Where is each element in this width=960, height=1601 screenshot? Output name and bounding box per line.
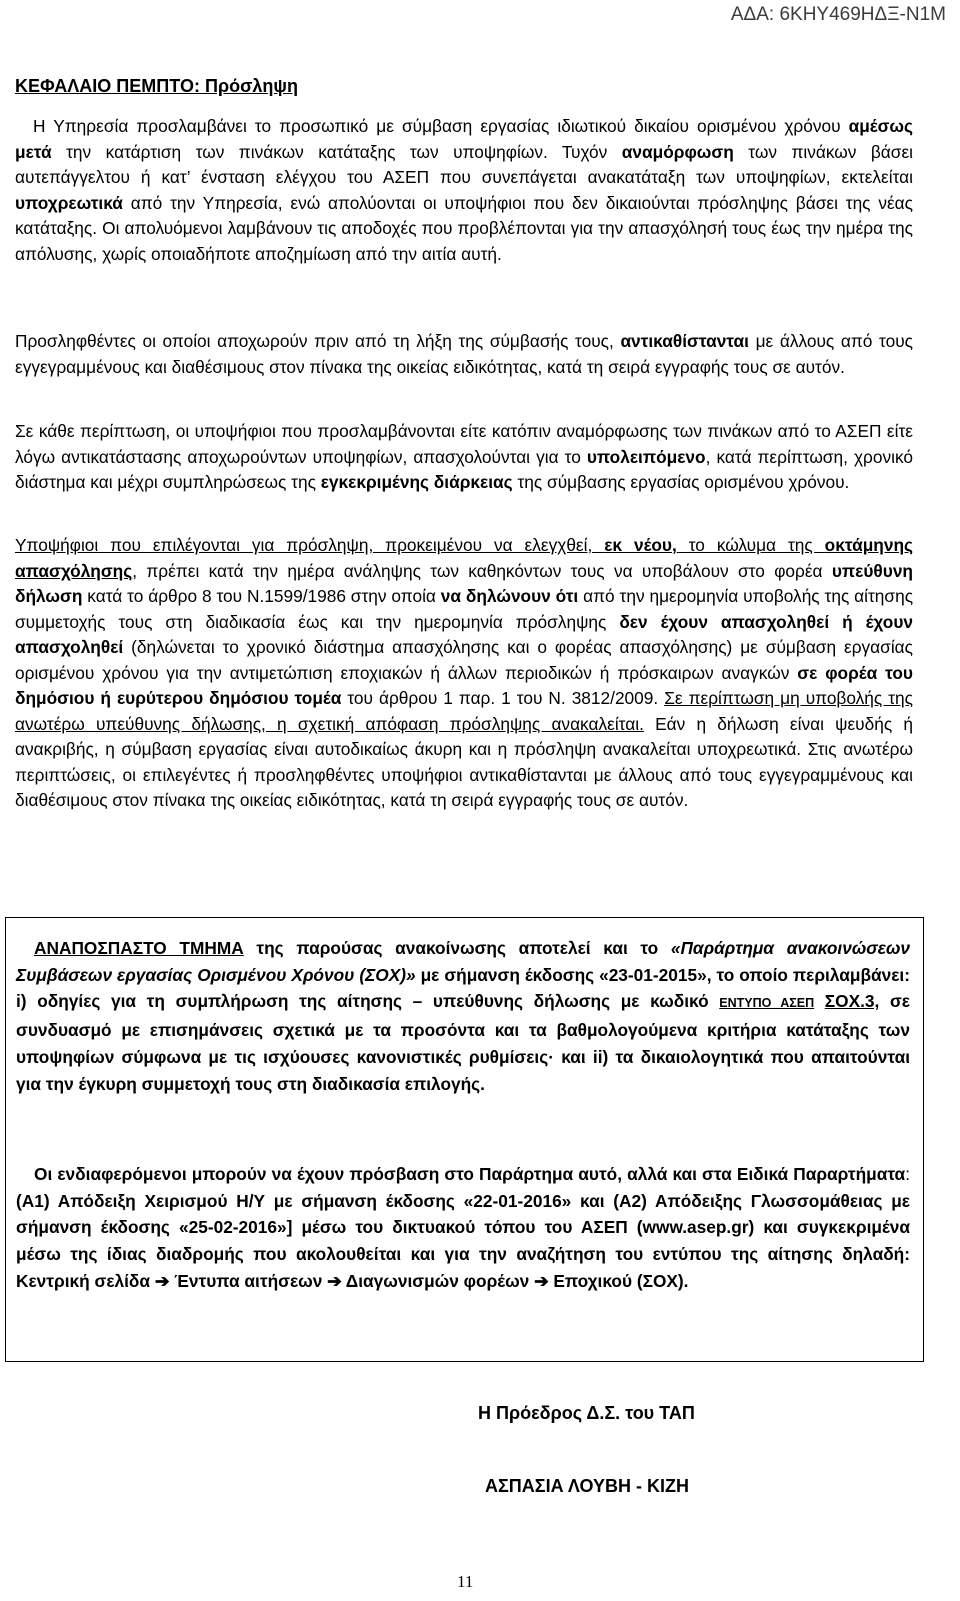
annex-paragraph — [16, 935, 910, 1097]
bold-run: να δηλώνουν ότι — [440, 586, 579, 606]
bold-run: αμέσως μετά — [15, 116, 913, 162]
text-run: κατά το άρθρο 8 του Ν.1599/1986 στην οποία — [82, 586, 441, 606]
bold-underlined-run: οκτάμηνης απασχόλησης — [15, 535, 913, 581]
bold-run: σε φορέα του δημόσιου ή ευρύτερου δημόσιου τομέα — [15, 662, 913, 708]
chapter-title: ΚΕΦΑΛΑΙΟ ΠΕΜΠΤΟ: Πρόσληψη — [15, 76, 298, 96]
ada-code: ΑΔΑ: 6ΚΗΥ469ΗΔΞ-Ν1Μ — [730, 4, 946, 25]
text-run: : — [905, 1164, 910, 1184]
text-run: Οι ενδιαφερόμενοι μπορούν να έχουν πρόσβαση στο Παράρτημα αυτό, αλλά και στα Ειδικά Παραρτήματα — [34, 1164, 906, 1184]
arrow-icon: ➔ — [327, 1270, 342, 1291]
text-run: των πινάκων βάσει αυτεπάγγελτου ή κατ’ ένσταση ελέγχου του ΑΣΕΠ που συνεπάγεται ανακατάταξη των υποψηφίων, εκτελείται — [15, 141, 914, 187]
text-run: σε συνδυασμό με επισημάνσεις σχετικά με τα προσόντα και τα βαθμολογούμενα κριτήρια κατάταξης των υποψηφίων σύμφωνα με τις ισχύουσες κανονιστικές ρυθμίσεις· και ii) τα δικαιολογητικά που απαιτούνται για την έγκυρη συμμετοχή τους στη διαδικασία επιλογής. — [16, 991, 910, 1094]
bold-run: υπεύθυνη δήλωση — [15, 560, 913, 606]
text-run: Εάν η δήλωση είναι ψευδής ή ανακριβής, η σύμβαση εργασίας είναι αυτοδικαίως άκυρη και η πρόσληψη ανακαλείται υποχρεωτικά. Στις ανωτέρω περιπτώσεις, οι επιλεγέντες ή προσληφθέντες υποψήφιοι αντικαθίστανται με άλλους από τους εγγεγραμμένους και διαθέσιμους στον πίνακα της οικείας ειδικότητας, κατά τη σειρά εγγραφής τους σε αυτόν. — [15, 713, 913, 810]
paragraph-remaining-duration — [15, 419, 913, 496]
text-run: πρέπει κατά την ημέρα ανάληψης των καθηκόντων τους να υποβάλουν στο φορέα — [137, 560, 832, 581]
form-code-label: ΕΝΤΥΠΟ ΑΣΕΠ — [719, 996, 815, 1011]
access-paragraph — [16, 1161, 910, 1295]
paragraph-replacement — [15, 329, 913, 380]
underlined-run: το κώλυμα της — [676, 535, 825, 555]
text-run: Σε κάθε περίπτωση, οι υποψήφιοι που προσλαμβάνονται είτε κατόπιν αναμόρφωσης των πινάκων από το ΑΣΕΠ είτε λόγω αντικατάστασης αποχωρούντων υποψηφίων, απασχολούνται για το — [15, 421, 913, 467]
bold-run: υπολειπόμενο — [586, 446, 706, 467]
text-run: (δηλώνεται το χρονικό διάστημα απασχόλησης και ο φορέας απασχόλησης) με σύμβαση εργασίας ορισμένου χρόνου για την αντιμετώπιση εποχιακών ή άλλων περιοδικών ή πρόσκαιρων αναγκών — [15, 637, 913, 683]
text-run: του άρθρου 1 παρ. 1 του Ν. 3812/2009. — [341, 688, 665, 708]
text-run: την κατάρτιση των πινάκων κατάταξης των υποψηφίων. Τυχόν — [51, 141, 622, 162]
text-run: (Α1) Απόδειξη Χειρισμού Η/Υ με σήμανση έκδοσης «22-01-2016» και (Α2) Απόδειξης Γλωσσομάθειας με σήμανση έκδοσης «25-02-2016»] μέσω του δικτυακού τόπου του ΑΣΕΠ (www.asep.gr) και συγκεκριμένα μέσω της ίδιας διαδρομής που ακολουθείται και για την αναζήτηση του εντύπου της αίτησης δηλαδή: Κεντρική σελίδα — [16, 1190, 910, 1291]
bold-run: αντικαθίστανται — [620, 331, 749, 351]
text-run: Διαγωνισμών φορέων — [341, 1270, 535, 1291]
signatory-title: Η Πρόεδρος Δ.Σ. του ΤΑΠ — [478, 1403, 695, 1423]
text-run: από την Υπηρεσία, ενώ απολύονται οι υποψήφιοι που δεν δικαιούνται πρόσληψης βάσει της νέας κατάταξης. Οι απολυόμενοι λαμβάνουν τις αποδοχές που προβλέπονται για την απασχόλησή τους έως την ημέρα της απόλυσης, χωρίς οποιαδήποτε αποζημίωση από την αιτία αυτή. — [15, 192, 913, 264]
bold-run: εγκεκριμένης διάρκειας — [320, 472, 513, 492]
underlined-run: Σε περίπτωση μη υποβολής της ανωτέρω υπεύθυνης δήλωσης, η σχετική απόφαση πρόσληψης ανακαλείται. — [15, 688, 913, 734]
text-run: από την ημερομηνία υποβολής της αίτησης συμμετοχής τους στη διαδικασία έως και την ημερομηνία πρόσληψης — [15, 586, 914, 632]
text-run: Προσληφθέντες οι οποίοι αποχωρούν πριν από τη λήξη της σύμβασής τους, — [15, 331, 621, 351]
paragraph-declaration — [15, 533, 913, 814]
bold-run: υποχρεωτικά — [15, 192, 123, 213]
italic-run: «Παράρτημα ανακοινώσεων Συμβάσεων εργασίας Ορισμένου Χρόνου (ΣΟΧ)» — [16, 938, 911, 985]
text-run: Εποχικού (ΣΟΧ). — [548, 1270, 689, 1291]
text-run: με σήμανση έκδοσης «23-01-2015», το οποίο περιλαμβάνει: i) οδηγίες για τη συμπλήρωση της αίτησης – υπεύθυνης δήλωσης με κωδικό — [16, 964, 910, 1012]
form-code: ΣΟΧ.3, — [824, 991, 880, 1012]
text-run: με άλλους από τους εγγεγραμμένους και διαθέσιμους στον πίνακα της οικείας ειδικότητας, κατά τη σειρά εγγραφής τους σε αυτόν. — [15, 331, 913, 377]
signatory-name: ΑΣΠΑΣΙΑ ΛΟΥΒΗ - ΚΙΖΗ — [485, 1476, 689, 1496]
underlined-run: Υποψήφιοι που επιλέγονται για πρόσληψη, προκειμένου να ελεγχθεί, — [15, 535, 605, 555]
text-run: της σύμβασης εργασίας ορισμένου χρόνου. — [512, 472, 850, 492]
bold-run: δεν έχουν απασχοληθεί ή έχουν απασχοληθεί — [15, 611, 913, 657]
text-run: Έντυπα αιτήσεων — [169, 1270, 328, 1291]
text-run: Η Υπηρεσία προσλαμβάνει το προσωπικό με σύμβαση εργασίας ιδιωτικού δικαίου ορισμένου χρόνου — [33, 116, 849, 136]
arrow-icon: ➔ — [154, 1270, 170, 1291]
text-run: της παρούσας ανακοίνωσης αποτελεί και το — [243, 938, 671, 958]
text-run: , κατά περίπτωση, χρονικό διάστημα και μέχρι συμπληρώσεως της — [15, 446, 913, 492]
arrow-icon: ➔ — [534, 1270, 549, 1291]
bold-run: αναμόρφωση — [621, 141, 734, 162]
underlined-run: ΑΝΑΠΟΣΠΑΣΤΟ ΤΜΗΜΑ — [34, 938, 244, 958]
page-number: 11 — [457, 1572, 474, 1591]
paragraph-recruitment — [15, 114, 913, 267]
bold-underlined-run: εκ νέου, — [604, 535, 677, 555]
underlined-run: , — [132, 560, 138, 581]
